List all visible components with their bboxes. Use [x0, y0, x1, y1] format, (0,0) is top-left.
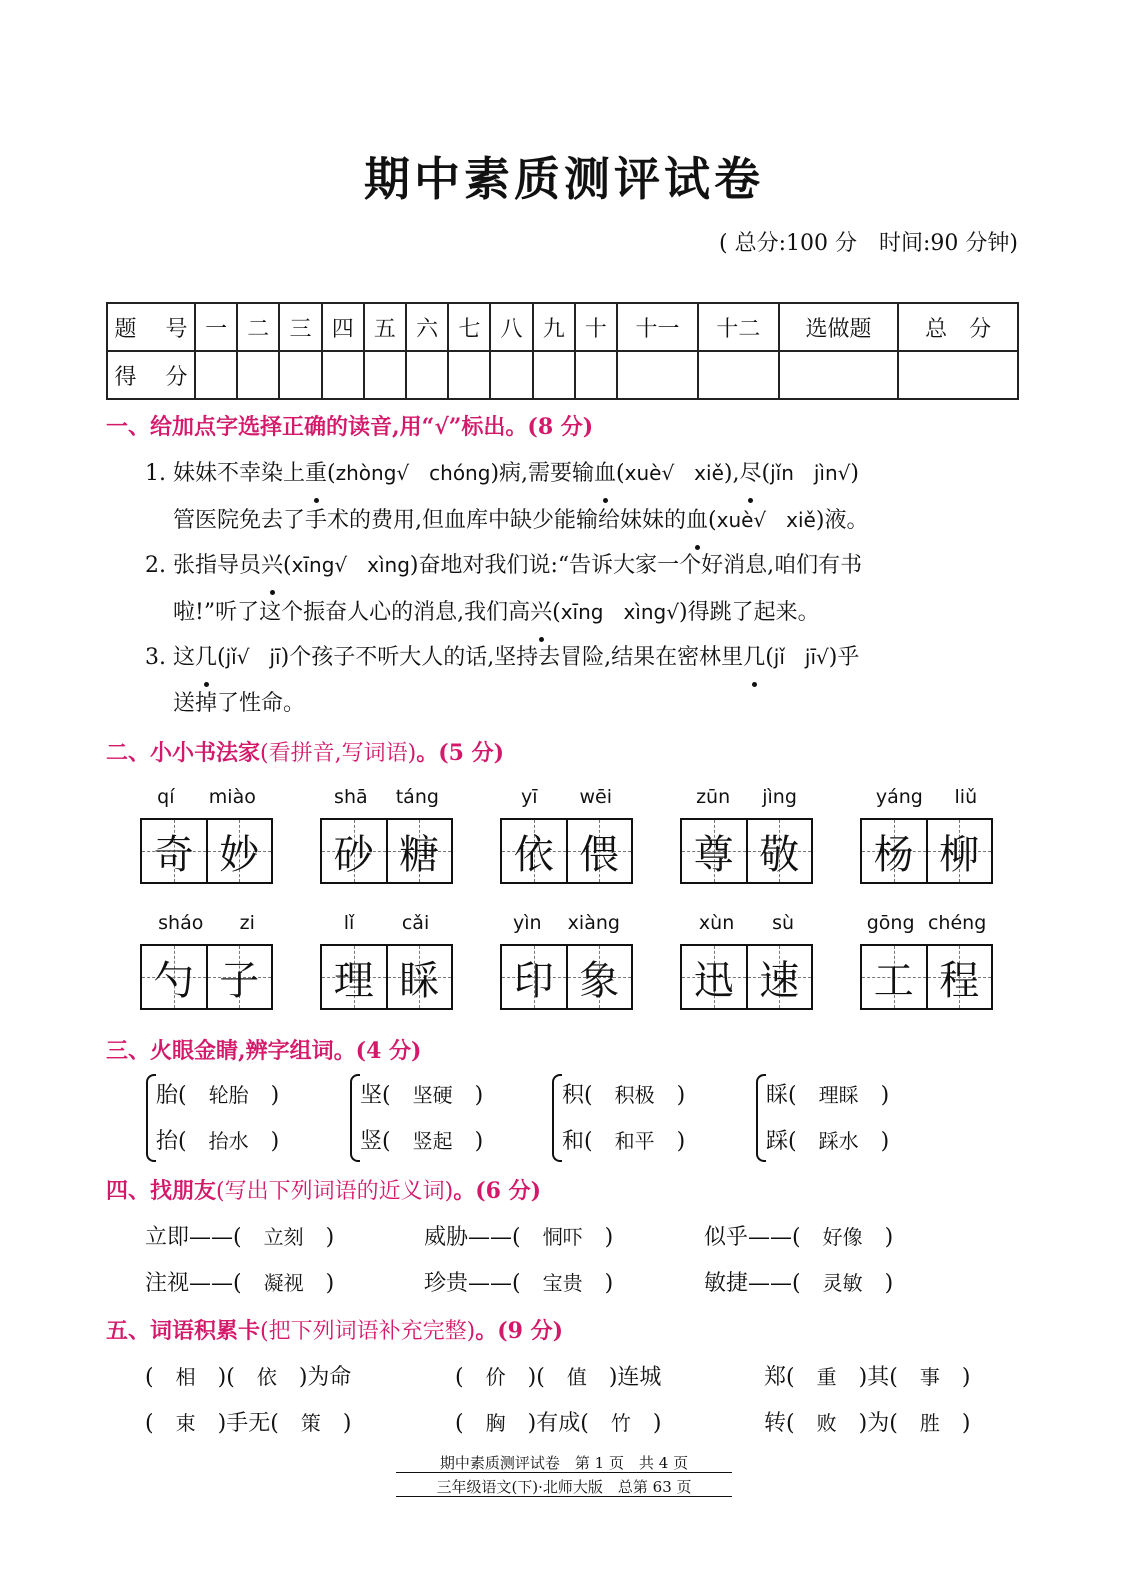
text: )为( — [858, 1411, 898, 1436]
text: ) — [880, 1129, 890, 1154]
answer-blank[interactable]: 积极 — [614, 1083, 655, 1107]
score-header-cell: 六 — [406, 303, 448, 351]
tianzige-cell[interactable] — [322, 946, 386, 1008]
question-number: 1. — [145, 461, 166, 486]
pinyin: yī — [520, 786, 538, 808]
section-1-title: 一、给加点字选择正确的读音,用“√”标出。(8 分) — [106, 414, 594, 440]
section-3-title: 三、火眼金睛,辨字组词。(4 分) — [106, 1038, 422, 1064]
hanzi: 子 — [219, 957, 260, 1004]
section-heading: 二、小小书法家 — [106, 740, 261, 766]
hanzi: 印 — [513, 957, 554, 1004]
text: )( — [217, 1365, 235, 1390]
text: ) — [961, 1411, 971, 1436]
page-title: 期中素质测评试卷 — [364, 152, 764, 206]
text: ( — [217, 645, 226, 670]
score-header-cell: 九 — [533, 303, 575, 351]
pinyin: sháo — [158, 912, 204, 934]
dotted-char: 血 — [686, 498, 708, 544]
text: ) — [474, 1129, 484, 1154]
text: )( — [527, 1365, 545, 1390]
answer-blank[interactable]: 竹 — [610, 1411, 631, 1435]
answer-blank[interactable]: 相 — [175, 1365, 196, 1389]
text: )奋地对我们说:“告诉大家一个好消息,咱们有书 — [409, 553, 863, 578]
tianzige-cell[interactable] — [566, 946, 632, 1008]
char-pair-group — [146, 1072, 279, 1164]
score-cell[interactable] — [533, 351, 575, 399]
word-grid — [320, 786, 453, 884]
pinyin-choice[interactable]: xīng√ xìng — [291, 553, 410, 577]
dotted-char: 尽 — [739, 451, 761, 497]
score-cell[interactable] — [779, 351, 899, 399]
pinyin-choice[interactable]: jǐn jìn√ — [770, 461, 851, 485]
text: 管医院免去了手术的费用,但血库中缺少能输给妹妹的 — [173, 508, 686, 533]
score-cell[interactable] — [617, 351, 698, 399]
dotted-char: 血 — [594, 451, 616, 497]
score-cell[interactable] — [406, 351, 448, 399]
question-1 — [145, 450, 1023, 544]
score-cell[interactable] — [575, 351, 617, 399]
text: ) — [604, 1225, 614, 1250]
pinyin: yáng — [875, 786, 923, 808]
text: ) — [961, 1365, 971, 1390]
tianzige-cell[interactable] — [206, 946, 272, 1008]
pinyin: lǐ — [343, 912, 355, 934]
pinyin: miào — [208, 786, 256, 808]
brace — [146, 1074, 156, 1162]
score-cell[interactable] — [364, 351, 406, 399]
answer-blank[interactable]: 灵敏 — [822, 1271, 863, 1295]
text: )液。 — [815, 508, 869, 533]
answer-blank[interactable]: 价 — [485, 1365, 506, 1389]
pinyin: xiàng — [567, 912, 620, 934]
hanzi: 依 — [513, 831, 554, 878]
idiom-item — [145, 1406, 351, 1437]
score-header-cell: 十 — [575, 303, 617, 351]
text: ) — [604, 1271, 614, 1296]
brace — [756, 1074, 766, 1162]
pinyin: jìng — [762, 786, 797, 808]
answer-blank[interactable]: 策 — [300, 1411, 321, 1435]
text: ) — [325, 1225, 335, 1250]
footer-line-2: 三年级语文(下)·北师大版 总第 63 页 — [436, 1478, 692, 1496]
char-prompt: 坚( — [360, 1083, 391, 1108]
question-number: 2. — [145, 553, 166, 578]
score-header-cell: 八 — [490, 303, 532, 351]
pinyin: liǔ — [954, 786, 978, 808]
synonym-item — [424, 1220, 613, 1251]
dotted-char: 几 — [195, 635, 217, 681]
answer-blank[interactable]: 依 — [256, 1365, 277, 1389]
exam-meta: ( 总分:100 分 时间:90 分钟) — [719, 231, 1018, 256]
synonym-prompt: 敏捷——( — [704, 1271, 801, 1296]
word-grid — [140, 786, 273, 884]
tianzige-cell[interactable] — [862, 820, 926, 882]
synonym-item — [424, 1266, 613, 1297]
text: ) — [270, 1083, 280, 1108]
synonym-item — [704, 1220, 893, 1251]
pinyin: qí — [157, 786, 175, 808]
text: ( — [761, 461, 771, 486]
pinyin-choice[interactable]: xuè√ xiě — [716, 508, 816, 532]
pinyin: xùn — [698, 912, 735, 934]
section-score: 。(9 分) — [475, 1318, 563, 1344]
dotted-char: 兴 — [530, 590, 552, 636]
synonym-item — [704, 1266, 893, 1297]
pinyin: shā — [334, 786, 368, 808]
score-header-cell: 题 号 — [107, 303, 195, 351]
synonym-item — [145, 1220, 334, 1251]
score-cell[interactable] — [279, 351, 321, 399]
section-score: 。(6 分) — [453, 1178, 541, 1204]
text: ) — [880, 1083, 890, 1108]
word-grid — [500, 786, 633, 884]
score-header-cell: 四 — [322, 303, 364, 351]
hanzi: 理 — [333, 957, 374, 1004]
text: 妹妹不幸染上 — [173, 461, 306, 486]
text: )得跳了起来。 — [678, 600, 820, 625]
text: ( — [765, 645, 774, 670]
answer-blank[interactable]: 好像 — [822, 1225, 863, 1249]
text: ( — [455, 1365, 464, 1390]
answer-blank[interactable]: 坚硬 — [412, 1083, 453, 1107]
text: ) — [884, 1225, 894, 1250]
score-header-cell: 七 — [448, 303, 490, 351]
hanzi: 偎 — [579, 831, 620, 878]
text: 郑( — [764, 1365, 795, 1390]
answer-blank[interactable]: 和平 — [614, 1129, 655, 1153]
score-header-cell: 十一 — [617, 303, 698, 351]
pinyin: chéng — [927, 912, 987, 934]
text: ) — [325, 1271, 335, 1296]
question-number: 3. — [145, 645, 166, 670]
synonym-prompt: 注视——( — [145, 1271, 242, 1296]
dotted-char: 几 — [743, 635, 765, 681]
brace — [350, 1074, 360, 1162]
text: ), — [723, 461, 740, 486]
tianzige-cell[interactable] — [142, 946, 206, 1008]
section-heading: 四、找朋友 — [106, 1178, 217, 1204]
text: ) — [676, 1129, 686, 1154]
char-prompt: 睬( — [766, 1083, 797, 1108]
answer-blank[interactable]: 凝视 — [263, 1271, 304, 1295]
text: ) — [474, 1083, 484, 1108]
pinyin-choice[interactable]: jǐ jī√ — [773, 645, 829, 669]
section-score: 。(5 分) — [416, 740, 504, 766]
tianzige-cell[interactable] — [142, 820, 206, 882]
text: )个孩子不听大人的话,坚持去冒险,结果在密林里 — [280, 645, 744, 670]
tianzige-cell[interactable] — [206, 820, 272, 882]
hanzi: 杨 — [873, 831, 914, 878]
footer-divider — [396, 1472, 732, 1473]
question-2 — [145, 542, 1023, 636]
text: )乎 — [828, 645, 860, 670]
hanzi: 睬 — [399, 957, 440, 1004]
hanzi: 糖 — [399, 831, 440, 878]
footer-line-1: 期中素质测评试卷 第 1 页 共 4 页 — [439, 1454, 689, 1472]
pinyin: zi — [239, 912, 255, 934]
text: ( — [327, 461, 336, 486]
score-cell[interactable] — [195, 351, 237, 399]
answer-blank[interactable]: 恫吓 — [542, 1225, 583, 1249]
text: 这 — [173, 645, 196, 670]
tianzige-cell[interactable] — [746, 946, 812, 1008]
score-value-row — [107, 351, 1018, 399]
idiom-item — [145, 1360, 351, 1391]
hanzi: 迅 — [693, 957, 734, 1004]
text: 转( — [764, 1411, 795, 1436]
char-pair-group — [350, 1072, 483, 1164]
answer-blank[interactable]: 轮胎 — [208, 1083, 249, 1107]
tianzige-cell[interactable] — [862, 946, 926, 1008]
answer-blank[interactable]: 宝贵 — [542, 1271, 583, 1295]
synonym-prompt: 威胁——( — [424, 1225, 521, 1250]
text: ) — [676, 1083, 686, 1108]
text: 送掉了性命。 — [173, 691, 306, 716]
word-grid — [320, 912, 453, 1010]
answer-blank[interactable]: 立刻 — [263, 1225, 304, 1249]
answer-blank[interactable]: 踩水 — [818, 1129, 859, 1153]
idiom-item — [764, 1360, 970, 1391]
hanzi: 敬 — [759, 831, 800, 878]
pinyin: zūn — [696, 786, 731, 808]
text: ) — [270, 1129, 280, 1154]
text: )手无( — [217, 1411, 279, 1436]
tianzige-cell[interactable] — [502, 820, 566, 882]
text: ( — [552, 600, 561, 625]
text: 张指导员 — [173, 553, 262, 578]
pinyin: sù — [772, 912, 795, 934]
score-cell[interactable] — [490, 351, 532, 399]
writing-grid-row — [140, 786, 1000, 916]
tianzige-cell[interactable] — [322, 820, 386, 882]
word-grid — [680, 786, 813, 884]
hanzi: 柳 — [939, 831, 980, 878]
tianzige-cell[interactable] — [566, 820, 632, 882]
answer-blank[interactable]: 值 — [566, 1365, 587, 1389]
synonym-prompt: 珍贵——( — [424, 1271, 521, 1296]
section-note: (看拼音,写词语) — [260, 741, 417, 766]
answer-blank[interactable]: 理睬 — [818, 1083, 859, 1107]
tianzige-cell[interactable] — [682, 946, 746, 1008]
dotted-char: 兴 — [261, 543, 283, 589]
question-3 — [145, 634, 1023, 727]
answer-blank[interactable]: 事 — [919, 1365, 940, 1389]
score-cell[interactable] — [698, 351, 779, 399]
char-prompt: 抬( — [156, 1129, 187, 1154]
answer-blank[interactable]: 败 — [816, 1411, 837, 1435]
text: )为命 — [298, 1365, 352, 1390]
tianzige-cell[interactable] — [926, 946, 992, 1008]
score-header-cell: 选做题 — [779, 303, 899, 351]
hanzi: 尊 — [693, 831, 734, 878]
pinyin: yìn — [513, 912, 542, 934]
text: ( — [708, 508, 717, 533]
score-header-cell: 二 — [237, 303, 279, 351]
score-header-cell: 五 — [364, 303, 406, 351]
answer-blank[interactable]: 胜 — [919, 1411, 940, 1435]
hanzi: 砂 — [333, 831, 374, 878]
answer-blank[interactable]: 束 — [175, 1411, 196, 1435]
section-heading: 五、词语积累卡 — [106, 1318, 261, 1344]
answer-blank[interactable]: 竖起 — [412, 1129, 453, 1153]
char-prompt: 踩( — [766, 1129, 797, 1154]
brace — [552, 1074, 562, 1162]
text: )连城 — [608, 1365, 662, 1390]
score-row-label: 得 分 — [107, 351, 195, 399]
score-header-cell: 总 分 — [898, 303, 1018, 351]
pinyin-choice[interactable]: xuè√ xiě — [624, 461, 724, 485]
tianzige-cell[interactable] — [386, 820, 452, 882]
char-prompt: 积( — [562, 1083, 593, 1108]
writing-grid-row — [140, 912, 1000, 1042]
score-header-cell: 一 — [195, 303, 237, 351]
char-pair-group — [552, 1072, 685, 1164]
score-header-cell: 三 — [279, 303, 321, 351]
text: ( — [145, 1365, 154, 1390]
char-prompt: 竖( — [360, 1129, 391, 1154]
tianzige-cell[interactable] — [386, 946, 452, 1008]
score-cell[interactable] — [322, 351, 364, 399]
section-4-title — [106, 1174, 541, 1205]
text: 啦!”听了这个振奋人心的消息,我们高 — [173, 600, 531, 625]
score-cell[interactable] — [898, 351, 1018, 399]
tianzige-cell[interactable] — [746, 820, 812, 882]
score-cell[interactable] — [237, 351, 279, 399]
word-grid — [500, 912, 633, 1010]
answer-blank[interactable]: 胸 — [485, 1411, 506, 1435]
idiom-item — [764, 1406, 970, 1437]
synonym-prompt: 立即——( — [145, 1225, 242, 1250]
answer-blank[interactable]: 抬水 — [208, 1129, 249, 1153]
hanzi: 象 — [579, 957, 620, 1004]
hanzi: 速 — [759, 957, 800, 1004]
text: ( — [283, 553, 292, 578]
score-header-row — [107, 303, 1018, 351]
word-grid — [860, 912, 993, 1010]
section-2-title — [106, 736, 504, 767]
hanzi: 程 — [939, 957, 980, 1004]
text: ) — [850, 461, 859, 486]
pinyin: táng — [395, 786, 439, 808]
idiom-item — [455, 1360, 661, 1391]
hanzi: 奇 — [153, 831, 194, 878]
text: ( — [616, 461, 625, 486]
dotted-char: 重 — [305, 451, 327, 497]
synonym-prompt: 似乎——( — [704, 1225, 801, 1250]
text: )病,需要输 — [490, 461, 595, 486]
answer-blank[interactable]: 重 — [816, 1365, 837, 1389]
section-note: (把下列词语补充完整) — [260, 1319, 476, 1344]
text: ) — [652, 1411, 662, 1436]
pinyin-choice[interactable]: zhòng√ chóng — [335, 461, 491, 485]
pinyin: cǎi — [401, 912, 430, 934]
section-5-title — [106, 1314, 563, 1345]
synonym-item — [145, 1266, 334, 1297]
char-pair-group — [756, 1072, 889, 1164]
hanzi: 勺 — [153, 957, 194, 1004]
char-prompt: 胎( — [156, 1083, 187, 1108]
text: ) — [884, 1271, 894, 1296]
section-note: (写出下列词语的近义词) — [216, 1179, 454, 1204]
text: )其( — [858, 1365, 898, 1390]
text: )有成( — [527, 1411, 589, 1436]
tianzige-cell[interactable] — [926, 820, 992, 882]
word-grid — [680, 912, 813, 1010]
pinyin-choice[interactable]: jǐ√ jī — [225, 645, 281, 669]
text: ( — [455, 1411, 464, 1436]
idiom-item — [455, 1406, 661, 1437]
score-cell[interactable] — [448, 351, 490, 399]
tianzige-cell[interactable] — [682, 820, 746, 882]
footer-divider — [396, 1496, 732, 1497]
pinyin-choice[interactable]: xīng xìng√ — [560, 600, 679, 624]
pinyin: gōng — [866, 912, 915, 934]
score-table — [106, 302, 1019, 400]
tianzige-cell[interactable] — [502, 946, 566, 1008]
text: ) — [342, 1411, 352, 1436]
word-grid — [860, 786, 993, 884]
text: ( — [145, 1411, 154, 1436]
word-grid — [140, 912, 273, 1010]
pinyin: wēi — [579, 786, 612, 808]
score-header-cell: 十二 — [698, 303, 779, 351]
hanzi: 妙 — [219, 831, 260, 878]
hanzi: 工 — [873, 957, 914, 1004]
char-prompt: 和( — [562, 1129, 593, 1154]
